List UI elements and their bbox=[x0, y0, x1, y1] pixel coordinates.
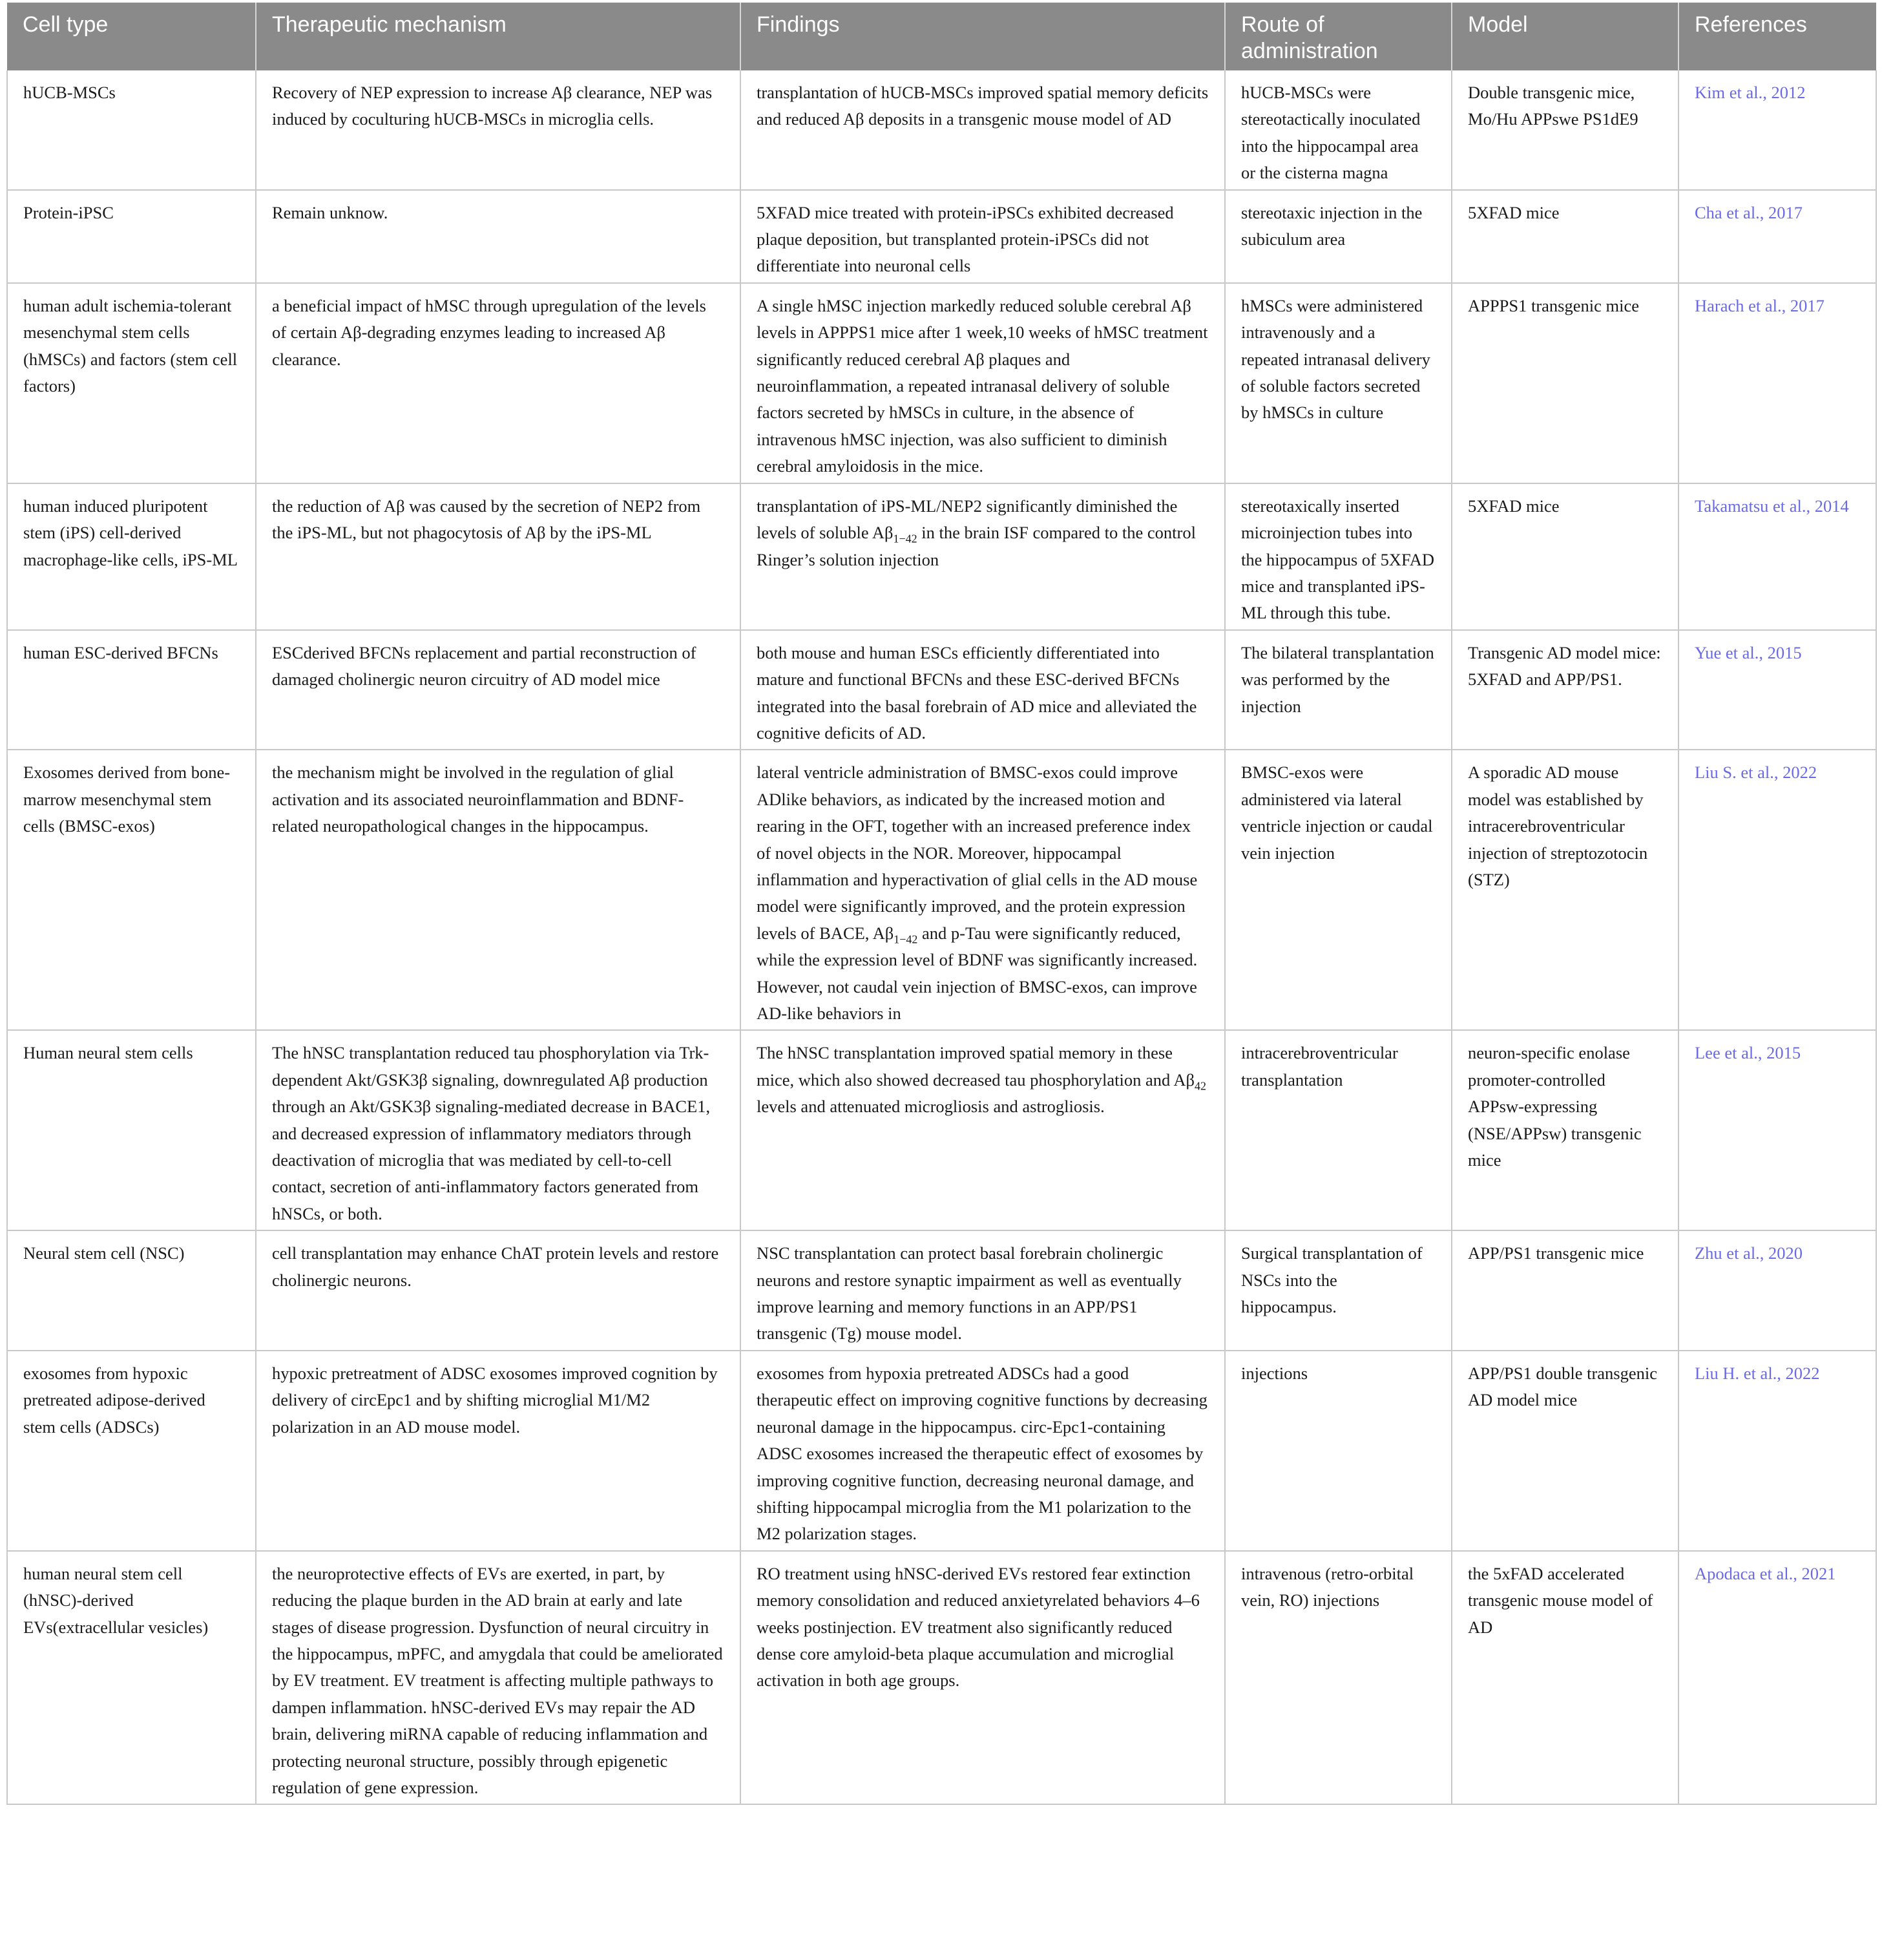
findings: NSC transplantation can protect basal forebrain cholinergic neurons and restore synaptic impairment as well as eventually improve learning and memory functions in an APP/PS1 transgenic (Tg) mouse model. bbox=[740, 1230, 1225, 1351]
findings-text: in the brain ISF compared to the control Ringer’s solution injection bbox=[757, 523, 1196, 569]
findings-text: The hNSC transplantation improved spatial memory in these mice, which also showed decreased tau phosphorylation and Aβ bbox=[757, 1043, 1195, 1090]
findings-text: and p-Tau were significantly reduced, while the expression level of BDNF was significantly increased. However, not caudal vein injection of BMSC-exos, can improve AD-like behaviors in bbox=[757, 923, 1198, 1023]
model: APP/PS1 double transgenic AD model mice bbox=[1452, 1351, 1678, 1551]
findings-text: levels and attenuated microgliosis and astrogliosis. bbox=[757, 1097, 1105, 1117]
table-header-row bbox=[7, 3, 1876, 70]
stem-cell-therapy-table bbox=[6, 3, 1877, 1805]
route-of-administration: stereotaxically inserted microinjection tubes into the hippocampus of 5XFAD mice and transplanted iPS-ML through this tube. bbox=[1225, 483, 1452, 630]
reference-link[interactable]: Lee et al., 2015 bbox=[1678, 1030, 1876, 1230]
reference-link[interactable]: Yue et al., 2015 bbox=[1678, 630, 1876, 750]
model: A sporadic AD mouse model was established by intracerebroventricular injection of streptozotocin (STZ) bbox=[1452, 750, 1678, 1030]
header-cell-type: Cell type bbox=[7, 3, 256, 70]
therapeutic-mechanism: the reduction of Aβ was caused by the secretion of NEP2 from the iPS-ML, but not phagocytosis of Aβ by the iPS-ML bbox=[256, 483, 740, 630]
model: 5XFAD mice bbox=[1452, 483, 1678, 630]
reference-link[interactable]: Apodaca et al., 2021 bbox=[1678, 1551, 1876, 1805]
table-row bbox=[7, 283, 1876, 483]
route-of-administration: Surgical transplantation of NSCs into the hippocampus. bbox=[1225, 1230, 1452, 1351]
therapeutic-mechanism: Remain unknow. bbox=[256, 190, 740, 283]
model: Transgenic AD model mice: 5XFAD and APP/PS1. bbox=[1452, 630, 1678, 750]
route-of-administration: stereotaxic injection in the subiculum area bbox=[1225, 190, 1452, 283]
subscript: 1−42 bbox=[893, 532, 917, 545]
model: APP/PS1 transgenic mice bbox=[1452, 1230, 1678, 1351]
model: 5XFAD mice bbox=[1452, 190, 1678, 283]
findings: exosomes from hypoxia pretreated ADSCs had a good therapeutic effect on improving cognitive functions by decreasing neuronal damage in the hippocampus. circ-Epc1-containing ADSC exosomes increased the therapeutic effect of exosomes by improving cognitive function, decreasing neuronal damage, and shifting hippocampal microglia from the M1 polarization to the M2 polarization stages. bbox=[740, 1351, 1225, 1551]
model: neuron-specific enolase promoter-controlled APPsw-expressing (NSE/APPsw) transgenic mice bbox=[1452, 1030, 1678, 1230]
reference-link[interactable]: Cha et al., 2017 bbox=[1678, 190, 1876, 283]
reference-link[interactable]: Takamatsu et al., 2014 bbox=[1678, 483, 1876, 630]
route-of-administration: The bilateral transplantation was performed by the injection bbox=[1225, 630, 1452, 750]
therapeutic-mechanism: hypoxic pretreatment of ADSC exosomes improved cognition by delivery of circEpc1 and by shifting microglial M1/M2 polarization in an AD mouse model. bbox=[256, 1351, 740, 1551]
subscript: 42 bbox=[1195, 1079, 1207, 1093]
subscript: 1−42 bbox=[894, 933, 918, 946]
therapeutic-mechanism: ESCderived BFCNs replacement and partial reconstruction of damaged cholinergic neuron circuitry of AD model mice bbox=[256, 630, 740, 750]
table-row bbox=[7, 483, 1876, 630]
cell-type: Protein-iPSC bbox=[7, 190, 256, 283]
therapeutic-mechanism: a beneficial impact of hMSC through upregulation of the levels of certain Aβ-degrading enzymes leading to increased Aβ clearance. bbox=[256, 283, 740, 483]
therapeutic-mechanism: cell transplantation may enhance ChAT protein levels and restore cholinergic neurons. bbox=[256, 1230, 740, 1351]
header-therapeutic-mechanism: Therapeutic mechanism bbox=[256, 3, 740, 70]
findings-text: lateral ventricle administration of BMSC-exos could improve ADlike behaviors, as indicated by the increased motion and rearing in the OFT, together with an increased preference index of novel objects in the NOR. Moreover, hippocampal inflammation and hyperactivation of glial cells in the AD mouse model were significantly improved, and the protein expression levels of BACE, Aβ bbox=[757, 763, 1198, 943]
therapeutic-mechanism: the mechanism might be involved in the regulation of glial activation and its associated neuroinflammation and BDNF-related neuropathological changes in the hippocampus. bbox=[256, 750, 740, 1030]
table-row bbox=[7, 1551, 1876, 1805]
cell-type: Human neural stem cells bbox=[7, 1030, 256, 1230]
table-row bbox=[7, 1230, 1876, 1351]
route-of-administration: hUCB-MSCs were stereotactically inoculated into the hippocampal area or the cisterna magna bbox=[1225, 70, 1452, 190]
route-of-administration: injections bbox=[1225, 1351, 1452, 1551]
findings bbox=[740, 750, 1225, 1030]
table-row bbox=[7, 1030, 1876, 1230]
table-row bbox=[7, 630, 1876, 750]
findings bbox=[740, 1030, 1225, 1230]
cell-type: Neural stem cell (NSC) bbox=[7, 1230, 256, 1351]
table-row bbox=[7, 1351, 1876, 1551]
findings: A single hMSC injection markedly reduced soluble cerebral Aβ levels in APPPS1 mice after 1 week,10 weeks of hMSC treatment significantly reduced cerebral Aβ plaques and neuroinflammation, a repeated intranasal delivery of soluble factors secreted by hMSCs in culture, in the absence of intravenous hMSC injection, was also sufficient to diminish cerebral amyloidosis in the mice. bbox=[740, 283, 1225, 483]
cell-type: Exosomes derived from bone-marrow mesenchymal stem cells (BMSC-exos) bbox=[7, 750, 256, 1030]
header-route-of-administration: Route of administration bbox=[1225, 3, 1452, 70]
findings: 5XFAD mice treated with protein-iPSCs exhibited decreased plaque deposition, but transplanted protein-iPSCs did not differentiate into neuronal cells bbox=[740, 190, 1225, 283]
route-of-administration: hMSCs were administered intravenously and a repeated intranasal delivery of soluble factors secreted by hMSCs in culture bbox=[1225, 283, 1452, 483]
model: Double transgenic mice, Mo/Hu APPswe PS1dE9 bbox=[1452, 70, 1678, 190]
reference-link[interactable]: Liu H. et al., 2022 bbox=[1678, 1351, 1876, 1551]
cell-type: hUCB-MSCs bbox=[7, 70, 256, 190]
reference-link[interactable]: Kim et al., 2012 bbox=[1678, 70, 1876, 190]
findings: transplantation of hUCB-MSCs improved spatial memory deficits and reduced Aβ deposits in a transgenic mouse model of AD bbox=[740, 70, 1225, 190]
cell-type: human adult ischemia-tolerant mesenchymal stem cells (hMSCs) and factors (stem cell factors) bbox=[7, 283, 256, 483]
table-row bbox=[7, 190, 1876, 283]
table-row bbox=[7, 750, 1876, 1030]
cell-type: human neural stem cell (hNSC)-derived EVs(extracellular vesicles) bbox=[7, 1551, 256, 1805]
findings: RO treatment using hNSC-derived EVs restored fear extinction memory consolidation and reduced anxietyrelated behaviors 4–6 weeks postinjection. EV treatment also significantly reduced dense core amyloid-beta plaque accumulation and microglial activation in both age groups. bbox=[740, 1551, 1225, 1805]
route-of-administration: BMSC-exos were administered via lateral ventricle injection or caudal vein injection bbox=[1225, 750, 1452, 1030]
route-of-administration: intravenous (retro-orbital vein, RO) injections bbox=[1225, 1551, 1452, 1805]
header-model: Model bbox=[1452, 3, 1678, 70]
header-references: References bbox=[1678, 3, 1876, 70]
findings bbox=[740, 483, 1225, 630]
reference-link[interactable]: Harach et al., 2017 bbox=[1678, 283, 1876, 483]
reference-link[interactable]: Zhu et al., 2020 bbox=[1678, 1230, 1876, 1351]
findings-text: transplantation of iPS-ML/NEP2 significantly diminished the levels of soluble Aβ bbox=[757, 496, 1178, 543]
therapeutic-mechanism: the neuroprotective effects of EVs are exerted, in part, by reducing the plaque burden in the AD brain at early and late stages of disease progression. Dysfunction of neural circuitry in the hippocampus, mPFC, and amygdala that could be ameliorated by EV treatment. EV treatment is affecting multiple pathways to dampen inflammation. hNSC-derived EVs may repair the AD brain, delivering miRNA capable of reducing inflammation and protecting neuronal structure, possibly through epigenetic regulation of gene expression. bbox=[256, 1551, 740, 1805]
therapeutic-mechanism: The hNSC transplantation reduced tau phosphorylation via Trk-dependent Akt/GSK3β signaling, downregulated Aβ production through an Akt/GSK3β signaling-mediated decrease in BACE1, and decreased expression of inflammatory mediators through deactivation of microglia that was mediated by cell-to-cell contact, secretion of anti-inflammatory factors generated from hNSCs, or both. bbox=[256, 1030, 740, 1230]
model: the 5xFAD accelerated transgenic mouse model of AD bbox=[1452, 1551, 1678, 1805]
route-of-administration: intracerebroventricular transplantation bbox=[1225, 1030, 1452, 1230]
cell-type: human induced pluripotent stem (iPS) cell-derived macrophage-like cells, iPS-ML bbox=[7, 483, 256, 630]
model: APPPS1 transgenic mice bbox=[1452, 283, 1678, 483]
reference-link[interactable]: Liu S. et al., 2022 bbox=[1678, 750, 1876, 1030]
table-row bbox=[7, 70, 1876, 190]
header-findings: Findings bbox=[740, 3, 1225, 70]
cell-type: human ESC-derived BFCNs bbox=[7, 630, 256, 750]
therapeutic-mechanism: Recovery of NEP expression to increase Aβ clearance, NEP was induced by coculturing hUCB-MSCs in microglia cells. bbox=[256, 70, 740, 190]
cell-type: exosomes from hypoxic pretreated adipose-derived stem cells (ADSCs) bbox=[7, 1351, 256, 1551]
findings: both mouse and human ESCs efficiently differentiated into mature and functional BFCNs and these ESC-derived BFCNs integrated into the basal forebrain of AD mice and alleviated the cognitive deficits of AD. bbox=[740, 630, 1225, 750]
